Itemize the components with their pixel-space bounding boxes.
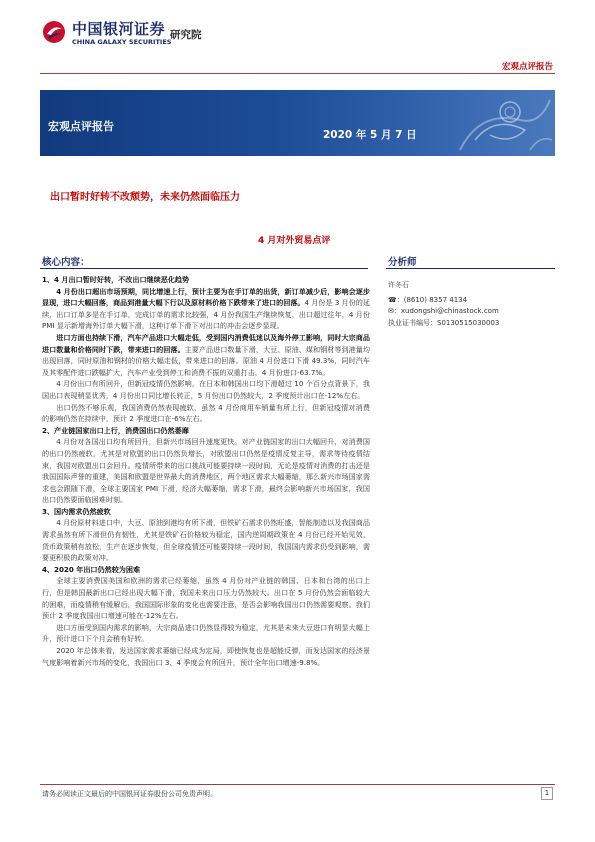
logo-icon [42, 20, 66, 44]
section-heading: 2、产业链国家出口上行，消费国出口仍然萎靡 [42, 425, 189, 435]
report-headline: 出口暂时好转不改颓势，未来仍然面临压力 [50, 192, 240, 203]
analyst-panel [388, 280, 548, 329]
analyst-email: ✉：xudongshi@chinastock.com [388, 307, 499, 315]
paragraph: 4 月份原材料进口中，大豆、原油到港均有所下滑，但铁矿石需求仍然旺盛，智能制造以及我国商品需求虽然有所下滑但仍有韧性，尤其是铁矿石价格较为稳定，国内逆周期政策在 4 月份已经开始见效，货币政策稍有放松，生产在逐步恢复，但全球疫情还可能要持续一段时间，我国国内需求仍受到影响，需要更积极的政策对冲。 [42, 518, 370, 563]
core-content-title: 核心内容： [42, 257, 90, 268]
paragraph: 进口方面也持续下滑，汽车产品进口大幅走低，受到国内消费低迷以及海外停工影响，同时大宗商品进口数量和价格同时下跌，带来进口的回落。主要产品进口数量下滑，大豆、原油、煤和钢材等到港量均出现回落，同时原油和钢材的价格大幅走低，带来进口的回落。原油 4 月份进口下滑 49.3%，同时汽车及其零配件进口跌幅扩大，汽车产业受到停工和消费不振的双重打击，4 月份进口-63.7%。 [42, 332, 370, 377]
paragraph: 4 月份对各国出口均有所回升，但新兴市场回升速度更快。对产业链国家的出口大幅回升，对消费国的出口仍然疲软，尤其是对欧盟的出口仍然负增长，对欧盟出口仍然是疫情反复主导，需求等待疫情结束，我国对欧盟出口会回升。疫情所带来的出口挑战可能要持续一段时间，无论是疫情对消费的打击还是我国国际声誉的重建，美国和欧盟是世界最大的消费地区，两个地区需求大幅萎缩，那么新兴市场国家需求也会跟随下滑，全球主要国家 PMI 下滑，经济大幅萎缩，需求下滑，最终会影响新兴市场国家，我国出口仍然要面临困难时刻。 [42, 437, 370, 505]
section-heading: 4、2020 年出口仍然较为困难 [42, 564, 141, 574]
report-type-label: 宏观点评报告 [501, 62, 553, 72]
title-banner [40, 90, 555, 156]
paragraph: 4 月份出口有所回升，但新冠疫情仍然影响，在日本和韩国出口均下滑超过 10 个百分点背景下，我国出口表现稍显优秀，4 月份出口同比增长转正，5 月份出口仍然较大，2 季度预计出口在-12%左右。 [42, 379, 370, 400]
section-heading: 1、4 月出口暂时好转，不改出口继续恶化趋势 [42, 275, 190, 284]
logo-text-en: CHINA GALAXY SECURITIES [72, 38, 172, 46]
analyst-divider [386, 268, 555, 269]
footer-divider [40, 784, 555, 785]
paragraph: 4 月份出口超出市场预期，同比增速上行，预计主要为在手订单的出货，新订单减少后，影响会逐步显现，进口大幅回落，商品到港量大幅下行以及原材料价格下跌带来了进口的回落。4 月份是 3 月份的延续，出口订单多是在手订单，完成订单的需求比较强，4 月份我国生产继续恢复，出口超过往年，4 月份 PMI 显示新增海外订单大幅下滑，这种订单下滑下对出口的冲击会逐步显现。 [42, 286, 370, 331]
analyst-phone: ☎：(8610) 8357 4134 [388, 295, 468, 304]
report-subheadline: 4 月对外贸易点评 [258, 236, 331, 246]
analyst-name: 许冬石 [388, 281, 409, 289]
paragraph: 2020 年总体来看，发达国家需求萎缩已经成为定局，即使恢复也是超能反弹，而发达国家的经济景气度影响着新兴市场的变化，我国出口 3、4 季度会有所回升，预计全年出口增速-9.8%。 [42, 646, 370, 667]
report-date: 2020 年 5 月 7 日 [323, 129, 417, 141]
section-heading: 3、国内需求仍然疲软 [42, 506, 111, 516]
core-divider [40, 268, 368, 269]
footer-disclaimer: 请务必阅读正文最后的中国银河证券股份公司免责声明。 [42, 790, 217, 798]
banner-title: 宏观点评报告 [48, 120, 114, 133]
paragraph: 出口仍然不够乐观，我国消费仍然表现疲软，虽然 4 月份商用车销量有所上行，但新冠疫情对消费的影响仍然在持续中，预计 2 季度进口在-6%左右。 [42, 402, 370, 424]
institute-label: 研究院 [170, 29, 202, 41]
analyst-cert: 执业证书编号：S0130515030003 [388, 318, 500, 327]
cloud-ornament-icon [440, 90, 555, 156]
header-divider [40, 73, 555, 74]
core-content [42, 274, 370, 668]
analyst-title: 分析师 [388, 257, 417, 268]
paragraph: 全球主要消费国美国和欧洲的需求已经萎缩，虽然 4 月份对产业链的韩国、日本和台湾的出口上行，但是韩国最新出口已经出现大幅下滑，我国未来出口压力仍然较大。出口在 5 月份仍然会面临较大的困难，而疫情稍有缓解后，我国国际形象的变化也需要注意，是否会影响我国出口仍然需要观察。我们预计 2 季度我国出口增速可能在-12%左右。 [42, 576, 370, 621]
page-number: 1 [541, 787, 553, 800]
paragraph: 进口方面受到国内需求的影响，大宗商品进口仍然显得较为稳定，尤其是未来大豆进口有明显大幅上升，预计进口下个月会稍有好转。 [42, 622, 370, 644]
logo-text-cn: 中国银河证券 [72, 20, 166, 38]
